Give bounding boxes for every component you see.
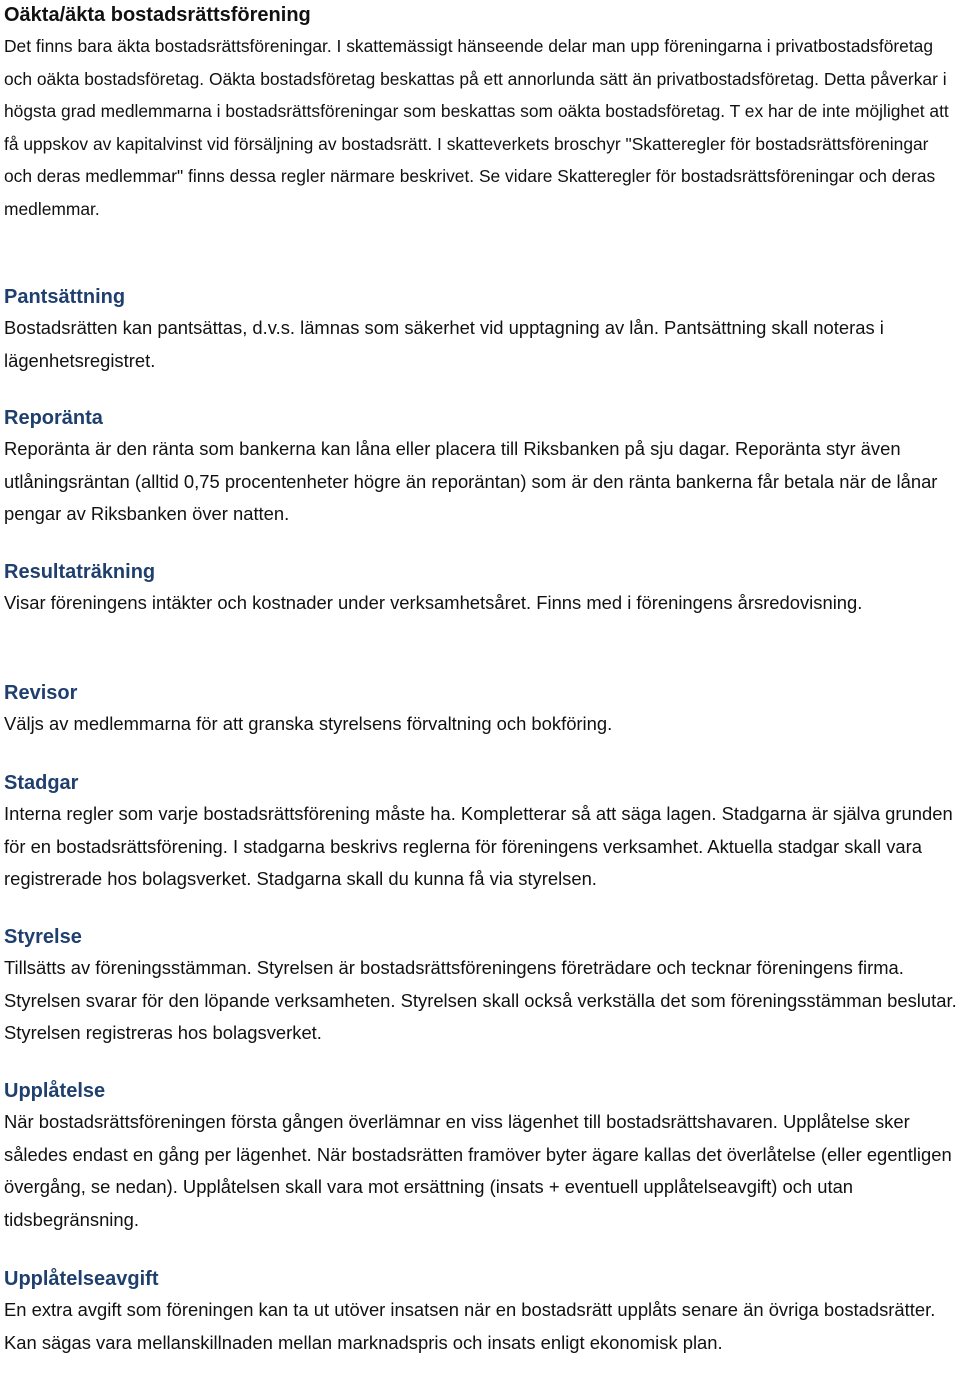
section-upplatelse bbox=[4, 1076, 960, 1236]
section-heading: Pantsättning bbox=[4, 286, 126, 308]
section-resultatrakning bbox=[4, 557, 960, 620]
section-oakta-akta-bostadsrattsforening bbox=[4, 0, 960, 226]
section-stadgar bbox=[4, 768, 960, 896]
section-heading: Styrelse bbox=[4, 926, 82, 948]
section-body: Tillsätts av föreningsstämman. Styrelsen är bostadsrättsföreningens företrädare och tecknar föreningens firma. Styrelsen svarar för den löpande verksamheten. Styrelsen skall också verkställa det som föreningsstämman beslutar. Styrelsen registreras hos bolagsverket. bbox=[4, 957, 957, 1044]
section-body: Reporänta är den ränta som bankerna kan låna eller placera till Riksbanken på sju dagar. Reporänta styr även utlåningsräntan (alltid 0,75 procentenheter högre än reporäntan) som är den ränta bankerna får betala när de lånar pengar av Riksbanken över natten. bbox=[4, 438, 938, 525]
section-heading: Stadgar bbox=[4, 772, 79, 794]
section-revisor bbox=[4, 678, 960, 741]
section-body: Bostadsrätten kan pantsättas, d.v.s. lämnas som säkerhet vid upptagning av lån. Pantsättning skall noteras i lägenhetsregistret. bbox=[4, 317, 884, 371]
section-heading: Reporänta bbox=[4, 407, 103, 429]
section-body: När bostadsrättsföreningen första gången överlämnar en viss lägenhet till bostadsrättshavaren. Upplåtelse sker således endast en gång per lägenhet. När bostadsrätten framöver byter ägare kallas det överlåtelse (eller egentligen övergång, se nedan). Upplåtelsen skall vara mot ersättning (insats + eventuell upplåtelseavgift) och utan tidsbegränsning. bbox=[4, 1111, 952, 1230]
section-heading: Revisor bbox=[4, 682, 78, 704]
section-heading: Oäkta/äkta bostadsrättsförening bbox=[4, 4, 311, 26]
section-body: Interna regler som varje bostadsrättsförening måste ha. Kompletterar så att säga lagen. Stadgarna är själva grunden för en bostadsrättsförening. I stadgarna beskrivs reglerna för föreningens verksamhet. Aktuella stadgar skall vara registrerade hos bolagsverket. Stadgarna skall du kunna få via styrelsen. bbox=[4, 803, 953, 890]
section-heading: Resultaträkning bbox=[4, 561, 156, 583]
section-body: Väljs av medlemmarna för att granska styrelsens förvaltning och bokföring. bbox=[4, 713, 613, 734]
section-heading: Upplåtelseavgift bbox=[4, 1268, 159, 1290]
section-reporanta bbox=[4, 403, 960, 531]
section-body: En extra avgift som föreningen kan ta ut utöver insatsen när en bostadsrätt upplåts senare än övriga bostadsrätter. Kan sägas vara mellanskillnaden mellan marknadspris och insats enligt ekonomisk plan. bbox=[4, 1299, 936, 1353]
section-body: Visar föreningens intäkter och kostnader under verksamhetsåret. Finns med i föreningens årsredovisning. bbox=[4, 592, 863, 613]
section-styrelse bbox=[4, 922, 960, 1050]
section-body: Det finns bara äkta bostadsrättsföreningar. I skattemässigt hänseende delar man upp föreningarna i privatbostadsföretag och oäkta bostadsföretag. Oäkta bostadsföretag beskattas på ett annorlunda sätt än privatbostadsföretag. Detta påverkar i högsta grad medlemmarna i bostadsrättsföreningar som beskattas som oäkta bostadsföretag. T ex har de inte möjlighet att få uppskov av kapitalvinst vid försäljning av bostadsrätt. I skatteverkets broschyr "Skatteregler för bostadsrättsföreningar och deras medlemmar" finns dessa regler närmare beskrivet. Se vidare Skatteregler för bostadsrättsföreningar och deras medlemmar. bbox=[4, 36, 949, 219]
section-upplatelseavgift bbox=[4, 1264, 960, 1359]
section-pantsattning bbox=[4, 282, 960, 377]
section-heading: Upplåtelse bbox=[4, 1080, 106, 1102]
